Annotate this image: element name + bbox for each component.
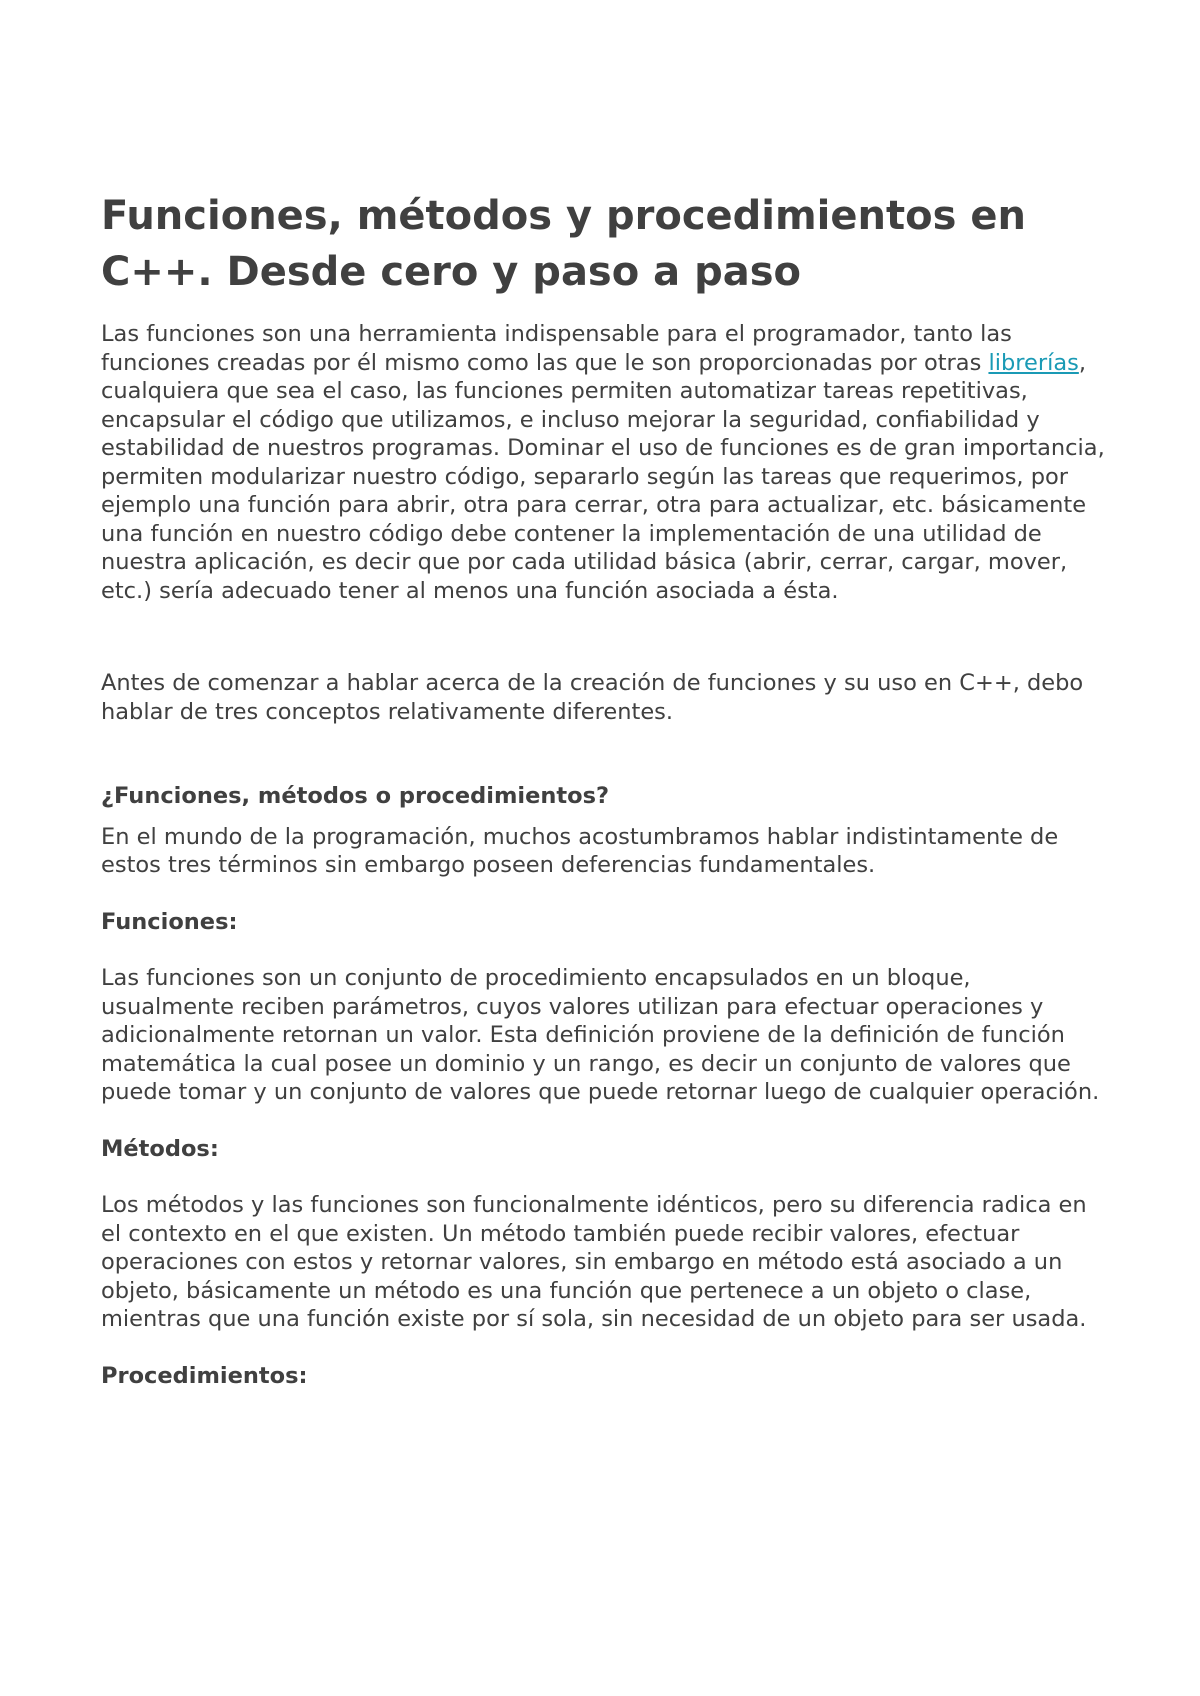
programming-world-paragraph: En el mundo de la programación, muchos acostumbramos hablar indistintamente de estos tres términos sin embargo poseen deferencias fundamentales. [101,823,1059,878]
procedimientos-heading: Procedimientos: [101,1362,308,1389]
metodos-heading: Métodos: [101,1135,219,1162]
intro-text-after-link: , cualquiera que sea el caso, las funciones permiten automatizar tareas repetitivas, encapsular el código que utilizamos, e incluso mejorar la seguridad, confiabilidad y estabilidad de nuestros programas. Dominar el uso de funciones es de gran importancia, permiten modularizar nuestro código, separarlo según las tareas que requerimos, por ejemplo una función para abrir, otra para cerrar, otra para actualizar, etc. básicamente una función en nuestro código debe contener la implementación de una utilidad de nuestra aplicación, es decir que por cada utilidad básica (abrir, cerrar, cargar, mover, etc.) sería adecuado tener al menos una función asociada a ésta. [101,349,1105,604]
context-paragraph: Antes de comenzar a hablar acerca de la creación de funciones y su uso en C++, debo hablar de tres conceptos relativamente diferentes. [101,670,1084,725]
page-title: Funciones, métodos y procedimientos en C++. Desde cero y paso a paso [101,193,1026,295]
intro-text-before-link: Las funciones son una herramienta indispensable para el programador, tanto las funciones creadas por él mismo como las que le son proporcionadas por otras [101,321,1012,376]
funciones-heading: Funciones: [101,908,238,935]
question-heading: ¿Funciones, métodos o procedimientos? [101,783,610,809]
metodos-paragraph: Los métodos y las funciones son funcionalmente idénticos, pero su diferencia radica en el contexto en el que existen. Un método también puede recibir valores, efectuar operaciones con estos y retornar valores, sin embargo en método está asociado a un objeto, básicamente un método es una función que pertenece a un objeto o clase, mientras que una función existe por sí sola, sin necesidad de un objeto para ser usada. [101,1192,1087,1332]
funciones-paragraph: Las funciones son un conjunto de procedimiento encapsulados en un bloque, usualmente reciben parámetros, cuyos valores utilizan para efectuar operaciones y adicionalmente retornan un valor. Esta definición proviene de la definición de función matemática la cual posee un dominio y un rango, es decir un conjunto de valores que puede tomar y un conjunto de valores que puede retornar luego de cualquier operación. [101,965,1100,1105]
librerias-link[interactable]: librerías [988,349,1079,376]
intro-paragraph [101,320,1105,605]
